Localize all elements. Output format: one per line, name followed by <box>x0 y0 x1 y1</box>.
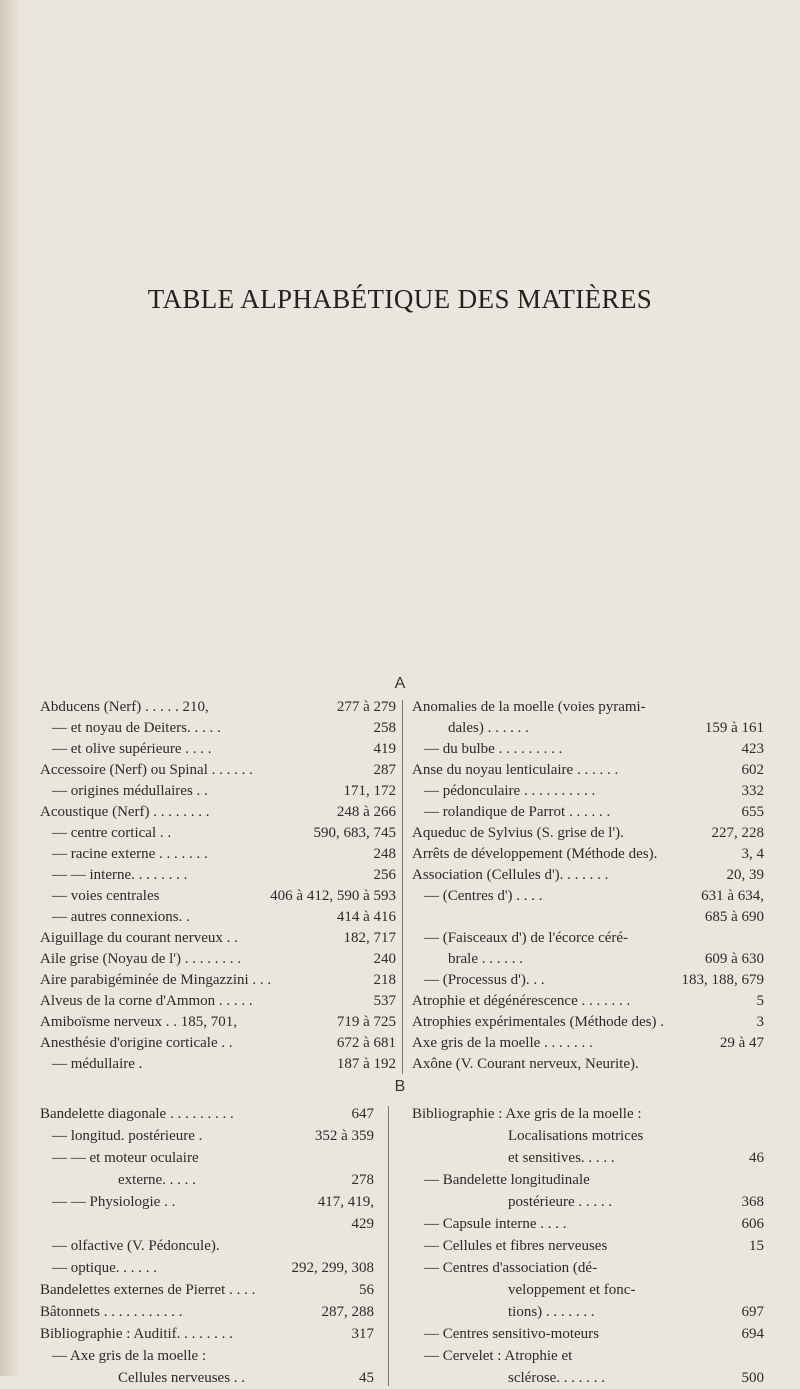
entry-term: postérieure . . . . . <box>508 1194 613 1210</box>
entry-pages: 609 à 630 <box>704 951 764 967</box>
index-entry <box>412 823 764 844</box>
section-a-left-column <box>40 697 396 1075</box>
entry-term: Accessoire (Nerf) ou Spinal . . . . . . <box>40 762 253 778</box>
entry-term: Bandelette diagonale . . . . . . . . . <box>40 1106 234 1122</box>
index-entry <box>40 823 396 844</box>
entry-term: Acoustique (Nerf) . . . . . . . . <box>40 804 210 820</box>
entry-term: Bandelettes externes de Pierret . . . . <box>40 1282 256 1298</box>
index-entry <box>40 1012 396 1033</box>
section-b-right-column <box>412 1103 764 1389</box>
entry-pages: 406 à 412, 590 à 593 <box>270 888 396 904</box>
entry-term: Axône (V. Courant nerveux, Neurite). <box>412 1056 639 1072</box>
index-entry <box>412 844 764 865</box>
entry-pages: 417, 419, <box>317 1194 374 1210</box>
entry-term: — (Processus d'). . . <box>424 972 545 988</box>
entry-term: — — et moteur oculaire <box>52 1150 199 1166</box>
index-entry <box>40 1279 374 1301</box>
entry-term: — olfactive (V. Pédoncule). <box>52 1238 220 1254</box>
entry-term: Axe gris de la moelle . . . . . . . <box>412 1035 593 1051</box>
index-entry <box>40 1367 374 1389</box>
entry-term: Amiboïsme nerveux . . 185, 701, <box>40 1014 238 1030</box>
index-entry <box>40 1033 396 1054</box>
entry-term: — origines médullaires . . <box>52 783 208 799</box>
entry-pages: 15 <box>749 1238 764 1254</box>
entry-pages: 537 <box>373 993 396 1009</box>
index-entry <box>40 718 396 739</box>
index-entry <box>40 697 396 718</box>
section-letter-b: B <box>394 1078 406 1095</box>
entry-pages: 277 à 279 <box>336 699 396 715</box>
entry-term: — voies centrales <box>52 888 160 904</box>
index-entry <box>40 1257 374 1279</box>
index-entry <box>40 760 396 781</box>
index-entry <box>40 1054 396 1075</box>
entry-term: Bibliographie : Axe gris de la moelle : <box>412 1106 642 1122</box>
entry-pages: 287 <box>373 762 396 778</box>
index-entry <box>40 1103 374 1125</box>
entry-term: — racine externe . . . . . . . <box>52 846 208 862</box>
entry-term: Anse du noyau lenticulaire . . . . . . <box>412 762 619 778</box>
index-entry <box>412 739 764 760</box>
section-letter-a: A <box>394 675 406 692</box>
entry-pages: 429 <box>351 1216 374 1232</box>
index-entry <box>40 907 396 928</box>
index-entry <box>412 697 764 718</box>
entry-pages: 248 à 266 <box>336 804 396 820</box>
entry-pages: 248 <box>373 846 396 862</box>
entry-term: — (Centres d') . . . . <box>424 888 543 904</box>
index-entry <box>412 760 764 781</box>
entry-term: tions) . . . . . . . <box>508 1304 595 1320</box>
index-entry <box>412 949 764 970</box>
entry-pages: 292, 299, 308 <box>291 1260 374 1276</box>
entry-pages: 602 <box>741 762 764 778</box>
index-entry <box>40 928 396 949</box>
index-entry <box>412 907 764 928</box>
index-entry <box>412 1367 764 1389</box>
entry-term: veloppement et fonc- <box>508 1282 636 1298</box>
index-entry <box>412 1125 764 1147</box>
entry-term: — médullaire . <box>52 1056 143 1072</box>
entry-term: Aqueduc de Sylvius (S. grise de l'). <box>412 825 624 841</box>
entry-term: — du bulbe . . . . . . . . . <box>424 741 563 757</box>
index-entry <box>412 886 764 907</box>
entry-pages: 159 à 161 <box>704 720 764 736</box>
entry-term: Atrophie et dégénérescence . . . . . . . <box>412 993 631 1009</box>
entry-pages: 56 <box>359 1282 374 1298</box>
entry-pages: 278 <box>351 1172 374 1188</box>
entry-term: — et noyau de Deiters. . . . . <box>52 720 221 736</box>
entry-term: Localisations motrices <box>508 1128 644 1144</box>
index-entry <box>40 1125 374 1147</box>
entry-pages: 218 <box>373 972 396 988</box>
entry-term: Association (Cellules d'). . . . . . . <box>412 867 609 883</box>
entry-term: brale . . . . . . <box>448 951 523 967</box>
entry-pages: 332 <box>741 783 764 799</box>
index-entry <box>412 802 764 823</box>
entry-term: — centre cortical . . <box>52 825 172 841</box>
entry-pages: 187 à 192 <box>336 1056 396 1072</box>
entry-pages: 423 <box>741 741 764 757</box>
section-a-right-column <box>412 697 764 1075</box>
entry-pages: 419 <box>373 741 396 757</box>
index-entry <box>40 1213 374 1235</box>
index-entry <box>412 718 764 739</box>
index-entry <box>40 1345 374 1367</box>
index-entry <box>40 802 396 823</box>
index-entry <box>40 1323 374 1345</box>
entry-term: sclérose. . . . . . . <box>508 1370 606 1386</box>
entry-pages: 258 <box>373 720 396 736</box>
entry-term: Bâtonnets . . . . . . . . . . . <box>40 1304 183 1320</box>
entry-pages: 655 <box>741 804 764 820</box>
entry-pages: 46 <box>749 1150 764 1166</box>
entry-term: externe. . . . . <box>118 1172 196 1188</box>
entry-term: Abducens (Nerf) . . . . . 210, <box>40 699 209 715</box>
index-entry <box>40 991 396 1012</box>
entry-pages: 5 <box>756 993 764 1009</box>
entry-pages: 171, 172 <box>343 783 396 799</box>
section-b-left-column <box>40 1103 374 1389</box>
entry-pages: 719 à 725 <box>336 1014 396 1030</box>
index-entry <box>40 970 396 991</box>
entry-term: dales) . . . . . . <box>448 720 529 736</box>
entry-pages: 414 à 416 <box>336 909 396 925</box>
index-entry <box>412 1033 764 1054</box>
index-entry <box>40 949 396 970</box>
column-divider-b <box>388 1106 389 1386</box>
entry-pages: 694 <box>741 1326 764 1342</box>
entry-term: — Centres sensitivo-moteurs <box>424 1326 599 1342</box>
index-entry <box>412 865 764 886</box>
entry-term: Atrophies expérimentales (Méthode des) . <box>412 1014 665 1030</box>
entry-pages: 256 <box>373 867 396 883</box>
entry-pages: 631 à 634, <box>701 888 764 904</box>
entry-term: — — interne. . . . . . . . <box>52 867 188 883</box>
index-entry <box>412 1169 764 1191</box>
entry-pages: 685 à 690 <box>704 909 764 925</box>
index-entry <box>412 991 764 1012</box>
entry-term: — — Physiologie . . <box>52 1194 176 1210</box>
index-entry <box>40 1191 374 1213</box>
entry-pages: 182, 717 <box>343 930 396 946</box>
index-entry <box>40 1147 374 1169</box>
entry-pages: 697 <box>741 1304 764 1320</box>
index-entry <box>412 1191 764 1213</box>
entry-pages: 317 <box>351 1326 374 1342</box>
entry-pages: 20, 39 <box>726 867 764 883</box>
index-entry <box>412 1012 764 1033</box>
index-entry <box>412 1323 764 1345</box>
entry-term: Bibliographie : Auditif. . . . . . . . <box>40 1326 233 1342</box>
entry-term: — Cellules et fibres nerveuses <box>424 1238 608 1254</box>
entry-pages: 647 <box>351 1106 374 1122</box>
index-entry <box>412 1054 764 1075</box>
entry-term: Aile grise (Noyau de l') . . . . . . . . <box>40 951 241 967</box>
entry-pages: 45 <box>359 1370 374 1386</box>
entry-term: — Centres d'association (dé- <box>424 1260 598 1276</box>
entry-term: Anesthésie d'origine corticale . . <box>40 1035 233 1051</box>
index-entry <box>412 928 764 949</box>
column-divider-a <box>402 700 403 1074</box>
entry-term: Alveus de la corne d'Ammon . . . . . <box>40 993 253 1009</box>
entry-term: — et olive supérieure . . . . <box>52 741 212 757</box>
entry-pages: 590, 683, 745 <box>313 825 396 841</box>
index-entry <box>40 886 396 907</box>
index-entry <box>412 1147 764 1169</box>
index-entry <box>412 1301 764 1323</box>
index-entry <box>40 844 396 865</box>
entry-pages: 3 <box>756 1014 764 1030</box>
entry-term: — Cervelet : Atrophie et <box>424 1348 573 1364</box>
index-entry <box>40 739 396 760</box>
entry-pages: 227, 228 <box>711 825 764 841</box>
entry-term: Anomalies de la moelle (voies pyrami- <box>412 699 646 715</box>
index-entry <box>40 1301 374 1323</box>
page-title: TABLE ALPHABÉTIQUE DES MATIÈRES <box>147 284 653 314</box>
entry-term: — Axe gris de la moelle : <box>52 1348 207 1364</box>
entry-pages: 368 <box>741 1194 764 1210</box>
index-entry <box>412 781 764 802</box>
entry-term: — Capsule interne . . . . <box>424 1216 567 1232</box>
index-entry <box>412 1257 764 1279</box>
entry-pages: 29 à 47 <box>719 1035 764 1051</box>
entry-term: Cellules nerveuses . . <box>118 1370 246 1386</box>
entry-pages: 183, 188, 679 <box>681 972 764 988</box>
entry-pages: 352 à 359 <box>314 1128 374 1144</box>
entry-term: — autres connexions. . <box>52 909 190 925</box>
entry-term: Aire parabigéminée de Mingazzini . . . <box>40 972 272 988</box>
entry-pages: 672 à 681 <box>336 1035 396 1051</box>
index-entry <box>40 781 396 802</box>
entry-pages: 500 <box>741 1370 764 1386</box>
entry-term: — (Faisceaux d') de l'écorce céré- <box>424 930 629 946</box>
entry-pages: 3, 4 <box>741 846 764 862</box>
index-entry <box>40 1169 374 1191</box>
entry-pages: 606 <box>741 1216 764 1232</box>
index-entry <box>412 1213 764 1235</box>
entry-term: et sensitives. . . . . <box>508 1150 615 1166</box>
index-entry <box>412 1235 764 1257</box>
entry-term: — Bandelette longitudinale <box>424 1172 590 1188</box>
index-entry <box>412 970 764 991</box>
index-entry <box>412 1345 764 1367</box>
index-entry <box>40 865 396 886</box>
index-entry <box>412 1279 764 1301</box>
entry-term: — rolandique de Parrot . . . . . . <box>424 804 611 820</box>
entry-pages: 287, 288 <box>321 1304 374 1320</box>
entry-term: — pédonculaire . . . . . . . . . . <box>424 783 596 799</box>
entry-pages: 240 <box>373 951 396 967</box>
entry-term: Arrêts de développement (Méthode des). <box>412 846 658 862</box>
entry-term: Aiguillage du courant nerveux . . <box>40 930 238 946</box>
index-entry <box>40 1235 374 1257</box>
entry-term: — longitud. postérieure . <box>52 1128 203 1144</box>
index-entry <box>412 1103 764 1125</box>
entry-term: — optique. . . . . . <box>52 1260 157 1276</box>
